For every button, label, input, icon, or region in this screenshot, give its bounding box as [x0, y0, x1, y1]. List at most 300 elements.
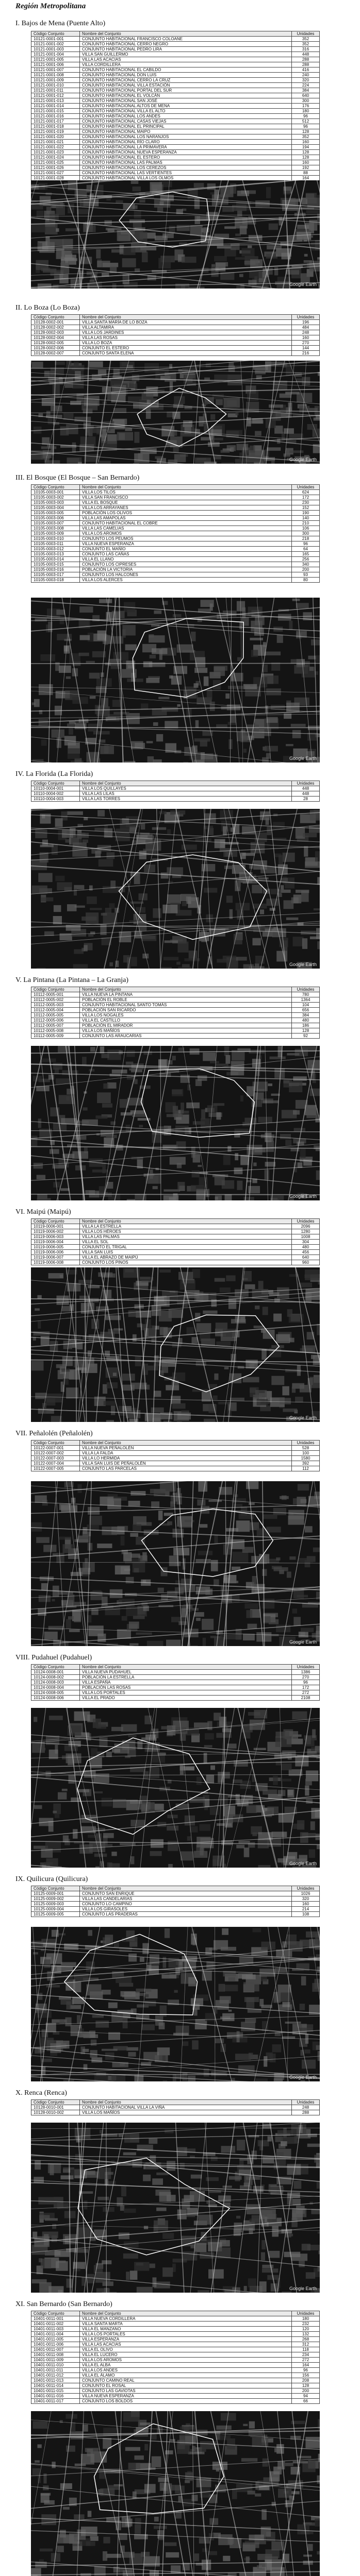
- map-block: [153, 2277, 157, 2287]
- map-block: [111, 1405, 115, 1415]
- map-block: [210, 702, 215, 711]
- map-block: [263, 1100, 279, 1104]
- map-block: [150, 1489, 166, 1494]
- map-block: [123, 204, 135, 209]
- cell-units: 448: [292, 52, 320, 57]
- cell-name: VILLA NUEVA PEÑALOLÉN: [80, 1446, 292, 1451]
- map-block: [276, 951, 287, 962]
- cell-name: VILLA LOS ANDES: [80, 2368, 292, 2373]
- cell-name: VILLA EL ÁLAMO: [80, 2373, 292, 2378]
- map-block: [133, 1516, 146, 1525]
- map-block: [265, 1170, 269, 1180]
- cell-units: 104: [292, 1003, 320, 1008]
- map-block: [136, 1989, 152, 1992]
- map-block: [242, 1547, 254, 1553]
- map-block: [248, 607, 263, 615]
- map-block: [244, 1284, 255, 1289]
- map-block: [246, 2556, 250, 2563]
- map-block: [152, 827, 167, 830]
- cell-units: 128: [292, 150, 320, 155]
- map-block: [97, 261, 110, 267]
- cell-units: 108: [292, 1912, 320, 1917]
- map-block: [37, 968, 46, 969]
- map-block: [211, 1560, 218, 1571]
- table-row: [31, 1229, 320, 1234]
- map-block: [282, 1386, 289, 1396]
- map-block: [259, 2281, 267, 2292]
- map-block: [52, 2224, 56, 2229]
- cell-units: 272: [292, 1690, 320, 1696]
- cell-name: VILLA EL CASTILLO: [80, 1018, 292, 1023]
- map-block: [270, 1057, 286, 1060]
- cell-code: 10105-0003-012: [31, 547, 80, 552]
- map-block: [316, 1834, 320, 1840]
- map-block: [198, 2290, 209, 2293]
- map-block: [275, 1732, 289, 1738]
- map-block: [38, 1748, 46, 1750]
- map-block: [61, 1306, 72, 1312]
- table-row: [31, 567, 320, 572]
- map-block: [237, 657, 241, 662]
- map-block: [243, 2543, 259, 2548]
- map-block: [194, 738, 210, 741]
- map-block: [83, 1527, 87, 1534]
- map-block: [249, 235, 263, 241]
- map-block: [184, 2195, 194, 2202]
- map-block: [293, 2181, 301, 2189]
- cell-code: 10121-0001-026: [31, 165, 80, 171]
- map-block: [223, 2185, 232, 2188]
- table-row: [31, 796, 320, 802]
- map-street: [31, 2074, 320, 2075]
- cell-name: VILLA ALTAMIRA: [80, 325, 292, 330]
- table-row: [31, 2378, 320, 2383]
- table-row: [31, 1255, 320, 1260]
- map-block: [141, 823, 145, 829]
- map-block: [271, 1376, 284, 1385]
- map-block: [226, 1275, 235, 1281]
- map-block: [149, 1768, 159, 1778]
- map-block: [234, 934, 242, 944]
- column-header-code: Código Conjunto: [31, 781, 80, 786]
- map-block: [136, 2263, 143, 2265]
- map-block: [170, 810, 185, 815]
- map-block: [317, 877, 320, 885]
- map-block: [215, 1278, 225, 1282]
- map-block: [42, 398, 55, 406]
- map-block: [235, 1316, 246, 1323]
- map-block: [99, 461, 111, 464]
- map-block: [271, 460, 275, 464]
- map-block: [79, 653, 89, 656]
- cell-units: 93: [292, 572, 320, 578]
- table-row: [31, 1003, 320, 1008]
- map-block: [39, 719, 48, 726]
- map-block: [265, 361, 271, 372]
- map-block: [220, 1633, 223, 1641]
- map-block: [313, 1548, 320, 1552]
- map-block: [221, 450, 230, 453]
- map-block: [133, 1334, 137, 1342]
- map-block: [90, 696, 96, 699]
- map-block: [209, 2518, 218, 2525]
- map-block: [297, 232, 311, 240]
- map-block: [63, 2167, 74, 2170]
- map-block: [194, 683, 199, 688]
- table-row: [31, 992, 320, 997]
- map-block: [62, 239, 73, 249]
- map-block: [119, 2134, 123, 2137]
- map-block: [39, 684, 53, 695]
- cell-code: 10121-0001-011: [31, 88, 80, 93]
- table-header-row: [31, 315, 320, 320]
- column-header-units: Unidades: [292, 315, 320, 320]
- map-block: [94, 2229, 106, 2239]
- table-header-row: [31, 2311, 320, 2316]
- map-block: [61, 2175, 74, 2179]
- map-block: [90, 2536, 99, 2541]
- map-block: [53, 1811, 57, 1814]
- section-title: III. El Bosque (El Bosque – San Bernardo): [15, 474, 140, 482]
- cell-name: VILLA LO BOZA: [80, 341, 292, 346]
- cell-units: 120: [292, 2327, 320, 2332]
- map-block: [92, 2015, 104, 2018]
- map-block: [258, 1281, 264, 1290]
- map-block: [174, 1990, 178, 1993]
- cell-code: 10401-0011-011: [31, 2368, 80, 2373]
- map-block: [234, 2223, 242, 2232]
- cell-units: 780: [292, 992, 320, 997]
- map-block: [194, 2008, 198, 2015]
- map-street: [160, 1046, 161, 1200]
- map-watermark: Google Earth: [289, 1861, 317, 1866]
- table-row: [31, 1670, 320, 1675]
- map-block: [224, 1367, 229, 1369]
- map-block: [83, 1107, 87, 1110]
- map-block: [165, 2543, 177, 2546]
- table-row: [31, 320, 320, 325]
- map-block: [35, 2460, 40, 2463]
- map-block: [259, 2141, 263, 2150]
- map-block: [243, 684, 257, 689]
- map-block: [191, 632, 195, 641]
- table-row: [31, 330, 320, 335]
- map-block: [315, 1979, 320, 1989]
- map-block: [258, 2140, 269, 2146]
- cell-name: CONJUNTO HABITACIONAL PEDRO LIRA: [80, 47, 292, 52]
- map-block: [89, 886, 93, 891]
- cell-code: 10105-0003-009: [31, 531, 80, 536]
- cell-name: CONJUNTO LOS HALCONES: [80, 572, 292, 578]
- map-block: [311, 639, 320, 646]
- cell-units: 94: [292, 2394, 320, 2399]
- map-block: [144, 2556, 160, 2567]
- map-block: [317, 1324, 320, 1335]
- map-block: [162, 2267, 173, 2277]
- map-block: [159, 1311, 172, 1321]
- map-block: [302, 938, 307, 949]
- map-block: [261, 1349, 267, 1360]
- map-street: [31, 1194, 320, 1195]
- map-block: [40, 654, 55, 661]
- map-block: [221, 2146, 236, 2153]
- map-block: [232, 2488, 237, 2499]
- map-block: [63, 1835, 69, 1842]
- cell-code: 10124-0008-003: [31, 1680, 80, 1685]
- map-block: [195, 720, 199, 728]
- map-block: [178, 942, 189, 953]
- map-block: [242, 463, 254, 464]
- map-block: [183, 2251, 197, 2261]
- map-block: [258, 1117, 272, 1123]
- cell-units: 160: [292, 160, 320, 165]
- map-block: [95, 2272, 110, 2283]
- cell-units: 1364: [292, 997, 320, 1003]
- map-block: [110, 1122, 116, 1125]
- map-block: [255, 368, 266, 374]
- cell-name: VILLA LOS MAÑÍOS: [80, 2110, 292, 2115]
- map-block: [249, 2421, 255, 2429]
- map-block: [253, 938, 261, 945]
- map-block: [292, 730, 301, 738]
- map-block: [259, 2209, 276, 2219]
- cell-code: 10105-0003-013: [31, 552, 80, 557]
- cell-units: 484: [292, 325, 320, 330]
- map-block: [319, 844, 320, 850]
- cell-units: 320: [292, 1896, 320, 1902]
- map-block: [198, 618, 202, 622]
- map-block: [198, 1551, 212, 1555]
- table-header-row: [31, 987, 320, 992]
- map-block: [126, 1577, 134, 1584]
- cell-code: 10121-0001-014: [31, 104, 80, 109]
- map-block: [31, 224, 46, 232]
- map-block: [263, 2459, 268, 2467]
- map-block: [285, 392, 300, 394]
- map-block: [217, 246, 232, 249]
- map-block: [223, 398, 240, 408]
- map-block: [200, 1848, 203, 1855]
- map-block: [213, 1396, 218, 1400]
- map-block: [192, 1337, 198, 1343]
- map-block: [67, 811, 83, 815]
- cell-code: 10110-0004-003: [31, 796, 80, 802]
- map-block: [121, 2187, 126, 2196]
- cell-code: 10105-0003-007: [31, 521, 80, 526]
- map-block: [50, 1341, 58, 1352]
- cell-name: VILLA NUEVA LA PINTANA: [80, 992, 292, 997]
- column-header-units: Unidades: [292, 781, 320, 786]
- map-block: [137, 2287, 153, 2293]
- map-block: [244, 1603, 258, 1608]
- map-block: [43, 450, 52, 459]
- column-header-units: Unidades: [292, 1440, 320, 1446]
- map-block: [222, 1728, 232, 1732]
- map-block: [239, 875, 247, 882]
- map-block: [142, 251, 148, 262]
- cell-units: 214: [292, 1907, 320, 1912]
- map-block: [284, 2252, 301, 2257]
- cell-units: 128: [292, 155, 320, 160]
- map-block: [318, 2231, 320, 2233]
- column-header-units: Unidades: [292, 2311, 320, 2316]
- table-row: [31, 129, 320, 134]
- map-block: [182, 257, 197, 263]
- map-block: [57, 1967, 73, 1971]
- cell-code: 10121-0001-015: [31, 109, 80, 114]
- housing-table: [31, 1218, 320, 1265]
- map-block: [102, 1990, 111, 1995]
- map-block: [150, 2264, 155, 2268]
- map-block: [255, 431, 261, 436]
- map-block: [35, 1308, 40, 1311]
- map-block: [222, 1928, 228, 1935]
- column-header-code: Código Conjunto: [31, 1665, 80, 1670]
- map-block: [317, 2182, 320, 2189]
- cell-code: 10112-0005-001: [31, 992, 80, 997]
- cell-name: POBLACIÓN LOS OLIVOS: [80, 511, 292, 516]
- table-row: [31, 83, 320, 88]
- map-block: [102, 288, 106, 289]
- table-row: [31, 2358, 320, 2363]
- map-block: [35, 2047, 43, 2054]
- cell-code: 10119-0006-001: [31, 1224, 80, 1229]
- map-block: [251, 650, 258, 657]
- cell-units: 112: [292, 1466, 320, 1471]
- map-block: [250, 638, 263, 640]
- cell-units: 128: [292, 2383, 320, 2388]
- table-row: [31, 2110, 320, 2115]
- table-row: [31, 1234, 320, 1240]
- cell-name: CONJUNTO HABITACIONAL DON LUIS: [80, 73, 292, 78]
- housing-table: [31, 1440, 320, 1471]
- map-block: [301, 1628, 314, 1632]
- map-block: [71, 2431, 84, 2439]
- column-header-name: Nombre del Conjunto: [80, 2100, 292, 2105]
- satellite-map: [31, 1481, 320, 1646]
- map-block: [83, 2049, 89, 2052]
- map-block: [60, 427, 69, 436]
- map-block: [280, 1398, 291, 1404]
- cell-code: 10121-0001-006: [31, 62, 80, 67]
- column-header-units: Unidades: [292, 2100, 320, 2105]
- table-row: [31, 351, 320, 356]
- table-row: [31, 495, 320, 500]
- cell-name: VILLA LOS NOGALES: [80, 1013, 292, 1018]
- map-block: [291, 2124, 306, 2134]
- cell-units: 28: [292, 796, 320, 802]
- map-block: [249, 280, 257, 285]
- map-block: [79, 200, 91, 207]
- cell-name: VILLA SAN LUIS DE PEÑALOLÉN: [80, 1461, 292, 1466]
- map-block: [192, 2040, 199, 2049]
- map-block: [129, 1622, 139, 1629]
- table-row: [31, 176, 320, 181]
- cell-units: 208: [292, 2378, 320, 2383]
- cell-code: 10121-0001-017: [31, 119, 80, 124]
- map-block: [281, 2141, 287, 2146]
- map-block: [223, 826, 227, 836]
- map-block: [163, 1420, 171, 1422]
- column-header-units: Unidades: [292, 485, 320, 490]
- cell-code: 10121-0001-001: [31, 37, 80, 42]
- table-row: [31, 109, 320, 114]
- table-row: [31, 1023, 320, 1028]
- map-block: [69, 653, 80, 664]
- cell-name: CONJUNTO HABITACIONAL NUEVA ESPERANZA: [80, 150, 292, 155]
- cell-code: 10401-0011-005: [31, 2337, 80, 2342]
- map-block: [180, 1766, 195, 1770]
- map-block: [296, 603, 309, 608]
- cell-code: 10128-0002-007: [31, 351, 80, 356]
- map-block: [65, 1505, 70, 1508]
- cell-units: 164: [292, 2363, 320, 2368]
- map-block: [152, 1338, 155, 1343]
- map-block: [125, 1269, 134, 1273]
- map-block: [75, 189, 87, 197]
- map-block: [317, 257, 320, 260]
- map-block: [170, 2439, 175, 2441]
- cell-name: VILLA EL ABRAZO DE MAIPÚ: [80, 1255, 292, 1260]
- map-block: [309, 667, 314, 671]
- map-block: [77, 2015, 80, 2024]
- map-block: [312, 1729, 316, 1738]
- cell-units: 960: [292, 1260, 320, 1265]
- table-row: [31, 93, 320, 98]
- map-block: [251, 842, 265, 854]
- cell-name: VILLA LOS TILOS: [80, 490, 292, 495]
- cell-name: CONJUNTO LAS ARAUCARIAS: [80, 1033, 292, 1039]
- map-block: [68, 204, 74, 213]
- map-block: [293, 1617, 301, 1626]
- satellite-map: [31, 1267, 320, 1422]
- map-block: [226, 896, 233, 903]
- table-row: [31, 536, 320, 541]
- map-block: [265, 2560, 272, 2571]
- map-block: [39, 1595, 51, 1602]
- map-block: [128, 1311, 140, 1317]
- map-block: [316, 2045, 320, 2050]
- map-block: [265, 746, 278, 752]
- table-row: [31, 2399, 320, 2404]
- cell-code: 10105-0003-010: [31, 536, 80, 541]
- housing-table: [31, 2099, 320, 2115]
- map-block: [214, 256, 227, 262]
- table-row: [31, 511, 320, 516]
- map-block: [281, 878, 288, 882]
- cell-code: 10112-0005-007: [31, 1023, 80, 1028]
- map-block: [302, 377, 310, 385]
- map-block: [113, 369, 120, 377]
- map-block: [198, 1481, 207, 1492]
- cell-code: 10105-0003-003: [31, 500, 80, 505]
- cell-name: CONJUNTO HABITACIONAL LA PRIMAVERA: [80, 145, 292, 150]
- map-block: [56, 1553, 64, 1563]
- map-block: [147, 1641, 163, 1646]
- cell-code: 10128-0002-001: [31, 320, 80, 325]
- map-block: [94, 185, 104, 195]
- map-block: [97, 631, 106, 640]
- map-block: [150, 1170, 153, 1179]
- map-image: [31, 1046, 320, 1200]
- cell-name: CONJUNTO HABITACIONAL VILLA ESTACIÓN: [80, 83, 292, 88]
- map-block: [275, 1736, 292, 1747]
- cell-code: 10105-0003-008: [31, 526, 80, 531]
- map-block: [107, 852, 115, 859]
- map-block: [106, 2554, 121, 2558]
- map-watermark: Google Earth: [289, 1639, 317, 1645]
- column-header-name: Nombre del Conjunto: [80, 1219, 292, 1224]
